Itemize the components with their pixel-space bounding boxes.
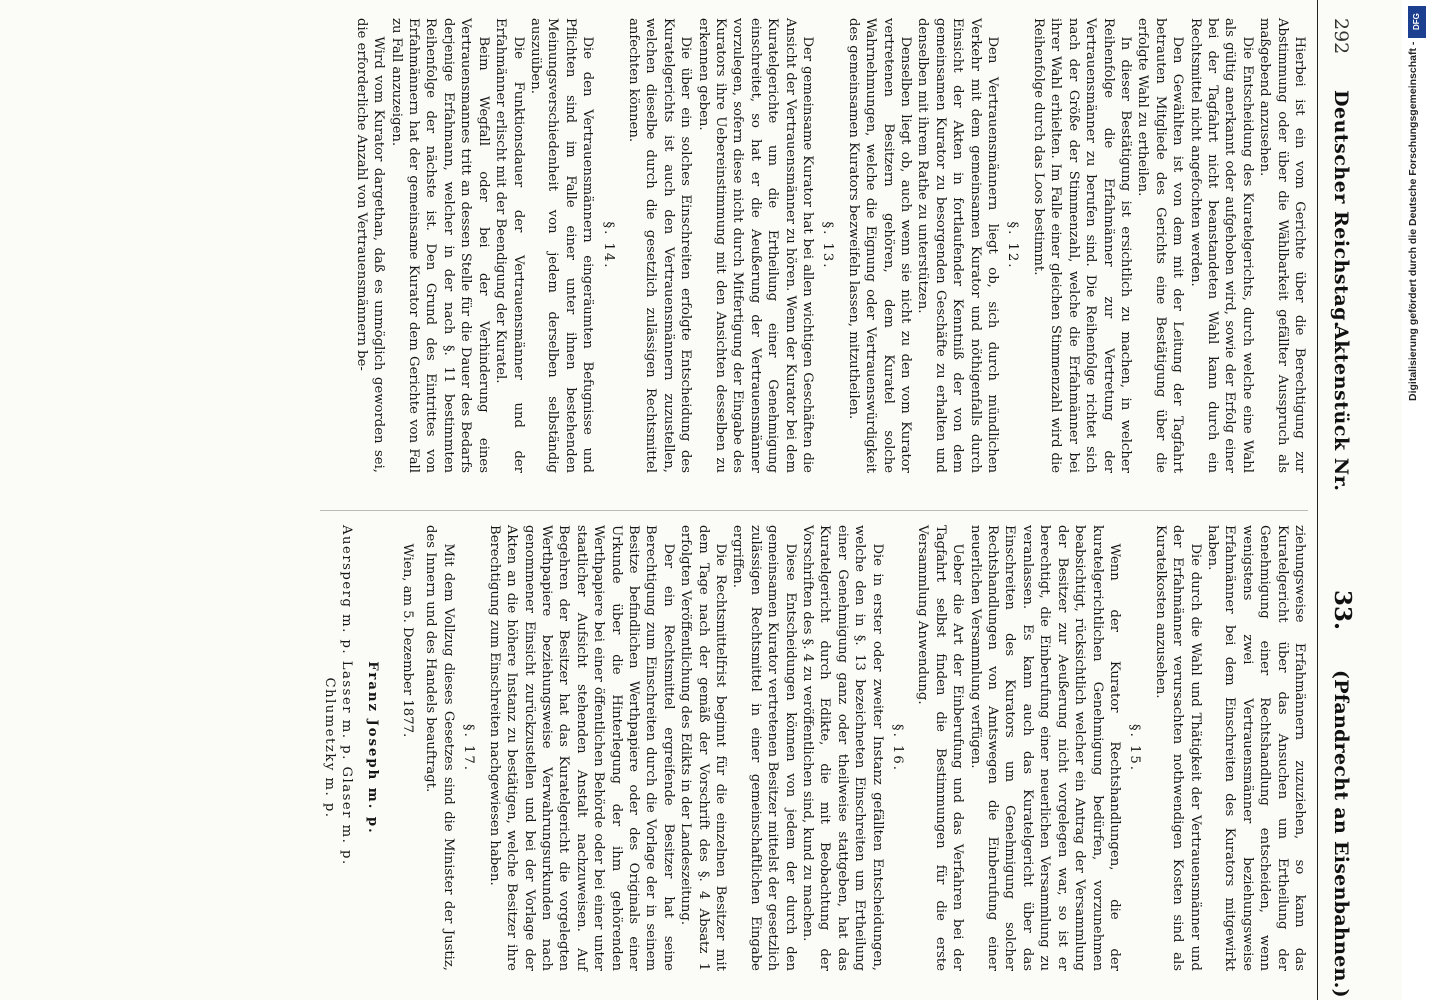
right-text-column [320,510,1308,971]
paragraph: Die Entscheidung des Kuratelgerichts, durch welche eine Wahl als gültig anerkannt oder aufgehoben wird, sowie der Erfolg einer bei der Tagfahrt nicht beanstandeten Wahl kann durch ein Rechtsmittel nicht angefochten werden. [1187,18,1255,473]
section-heading: §. 15. [1127,724,1143,772]
running-header [1317,0,1358,1000]
header-right-title: (Pfandrecht an Eisenbahnen.) [1330,670,1352,998]
paragraph: Die über ein solches Einschreiten erfolgte Entscheidung des Kuratelgerichts ist auch den Vertrauensmännern zuzustellen, welchen dieselbe durch die gesetzlich zulässigen Rechtsmittel anfechten können. [625,18,694,473]
paragraph: Den Vertrauensmännern liegt ob, sich durch mündlichen Verkehr mit dem gemeinsamen Kurator und nöthigenfalls durch Einsicht der Akten in fortlaufender Kenntniß der von dem gemeinsamen Kurator zu besorgenden Geschäfte zu erhalten und denselben mit ihrem Rathe zu unterstützen. [915,18,1001,473]
paragraph: Die Rechtsmittelfrist beginnt für die einzelnen Besitzer mit dem Tage nach der gemäß der Vorschrift des §. 4 Absatz 1 erfolgten Veröffentlichung des Edikts in der Landeszeitung. [678,525,728,971]
digitization-credit: Digitalisierung gefördert durch die Deutsche Forschungsgemeinschaft - [1407,42,1419,402]
paragraph: Wenn der Kurator Rechtshandlungen, die der kuratelgerichtlichen Genehmigung bedürfen, vorzunehmen beabsichtigt, rücksichtlich welcher ein Antrag der Versammlung der Besitzer zur Aeußerung nicht vorgelegen war, so ist er berechtigt, die Einberufung einer neuerlichen Versammlung zu veranlassen. Es kann auch das Kuratelgericht über das Einschreiten des Kurators um Genehmigung solcher Rechtshandlungen von Amtswegen die Einberufung einer neuerlichen Versammlung verfügen. [967,525,1122,971]
page-number: 292 [1330,18,1352,55]
date-line: Wien, am 5. Dezember 1877. [400,543,416,738]
paragraph: Beim Wegfall oder bei der Verhinderung eines Vertrauensmannes tritt an dessen Stelle für die Dauer des Bedarfs derjenige Erfahmann, welcher in der nach §. 11 bestimmten Reihenfolge der nächste ist. Den Grund des Eintrittes von Erfahmännern hat der gemeinsame Kurator dem Gerichte von Fall zu Fall anzuzeigen. [388,18,491,473]
paragraph: Der ein Rechtsmittel ergreifende Besitzer hat seine Berechtigung zum Einschreiten durch die Vorlage der in seinem Besitze befindlichen Werthpapiere oder des Originals einer Urkunde über die Hinterlegung der ihm gehörenden Werthpapiere bei einer öffentlichen Behörde oder bei einer unter staatlicher Aufsicht stehenden Anstalt nachzuweisen. Auf Begehren der Besitzer hat das Kuratelgericht die vorgelegten Werthpapiere beziehungsweise Verwahrungsurkunden nach genommener Einsicht zurückzustellen und bei der Vorlage der Akten an die höhere Instanz zu bestätigen, welche Besitzer ihre Berechtigung zum Einschreiten nachgewiesen haben. [486,525,676,971]
paragraph: Mit dem Vollzug dieses Gesetzes sind die Minister der Justiz, des Innern und des Handels beauftragt. [423,525,456,971]
paragraph: Hierbei ist ein vom Gerichte über die Berechtigung zur Abstimmung oder über die Wählbarkeit gefällter Ausspruch als maßgebend anzusehen. [1257,18,1307,473]
paragraph-continued: ziehungsweise Erfahmännern zuzuziehen, so kann das Kuratelgericht über das Ansuchen um Ertheilung der Genehmigung einer Rechtshandlung entscheiden, wenn wenigstens zwei Vertrauensmänner beziehungsweise Erfahmänner bei dem Einschreiten des Kurators mitgewirkt haben. [1204,525,1307,971]
paragraph: Den Gewählten ist von dem mit der Leitung der Tagfahrt betrauten Mitgliede des Gerichts eine Bestätigung über die erfolgte Wahl zu ertheilen. [1135,18,1186,473]
left-text-column [352,18,1308,473]
section-heading: §. 14. [600,221,616,270]
header-document-number: 33. [1329,590,1356,631]
section-heading: §. 17. [461,724,477,772]
paragraph: Die Funktionsdauer der Vertrauensmänner und der Erfahmänner erlischt mit der Beendigung der Kuratel. [493,18,526,473]
paragraph: Ueber die Art der Einberufung und das Verfahren bei der Tagfahrt selbst finden die Bestimmungen für die erste Versammlung Anwendung. [915,525,966,971]
paragraph: Die den Vertrauensmännern eingeräumten Befugnisse und Pflichten sind im Falle einer unter ihnen bestehenden Meinungsverschiedenheit von jedem derselben selbständig auszuüben. [527,18,596,473]
paragraph: Der gemeinsame Kurator hat bei allen wichtigen Geschäften die Ansicht der Vertrauensmänner zu hören. Wenn der Kurator bei dem Kuratelgerichte um die Ertheilung einer Genehmigung einschreitet, so hat er die Aeußerung der Vertrauensmänner vorzulegen, sofern diese nicht durch Mitfertigung der Eingabe des Kurators ihre Uebereinstimmung mit den Ansichten desselben zu erkennen geben. [695,18,816,473]
signature-minister: Chlumetzky m. p. [321,677,337,819]
signature-ministers: Auersperg m. p. Lasser m. p. Glaser m. p. [339,525,355,866]
paragraph: In dieser Bestätigung ist ersichtlich zu machen, in welcher Reihenfolge die Erfahmänner zur Vertretung der Vertrauensmänner zu berufen sind. Die Reihenfolge richtet sich nach der Größe der Stimmenzahl, welche die Erfahmänner bei ihrer Wahl erhielten. Im Falle einer gleichen Stimmenzahl wird die Reihenfolge durch das Loos bestimmt. [1030,18,1133,473]
signature-emperor: Franz Joseph m. p. [364,661,380,835]
section-heading: §. 13. [820,221,836,270]
header-mid-title: Aktenstück Nr. [1330,325,1352,492]
paragraph: Denselben liegt ob, auch wenn sie nicht zu den vom Kurator vertretenen Besitzern gehören, dem Kuratel solche Wahrnehmungen, welche die Eignung oder Vertrauenswürdigkeit des gemeinsamen Kurators bezweifeln lassen, mitzutheilen. [845,18,914,473]
digitization-sidebar [1402,0,1432,1000]
paragraph: Die in erster oder zweiter Instanz gefällten Entscheidungen, welche den in §. 13 bezeichneten Einschreiten um Ertheilung einer Genehmigung ganz oder theilweise stattgeben, hat das Kuratelgericht durch Edikte, die mit Beobachtung der Vorschriften des §. 4 zu veröffentlichen sind, kund zu machen. [800,525,885,971]
paragraph: Diese Entscheidungen können von jedem der durch den gemeinsamen Kurator vertretenen Besitzer mittelst der gesetzlich zulässigen Rechtsmittel in einer gemeinschaftlichen Eingabe ergriffen. [730,525,798,971]
paragraph: Wird vom Kurator dargethan, daß es unmöglich geworden sei, die erforderliche Anzahl von Vertrauensmännern be- [353,18,387,473]
dfg-logo: DFG [1408,6,1426,38]
paragraph: Die durch die Wahl und Thätigkeit der Vertrauensmänner und der Erfahmänner verursachten nothwendigen Kosten sind als Kuratelkosten anzusehen. [1152,525,1203,971]
section-heading: §. 16. [890,724,906,772]
header-left-title: Deutscher Reichstag. [1330,90,1352,329]
section-heading: §. 12. [1005,221,1021,270]
